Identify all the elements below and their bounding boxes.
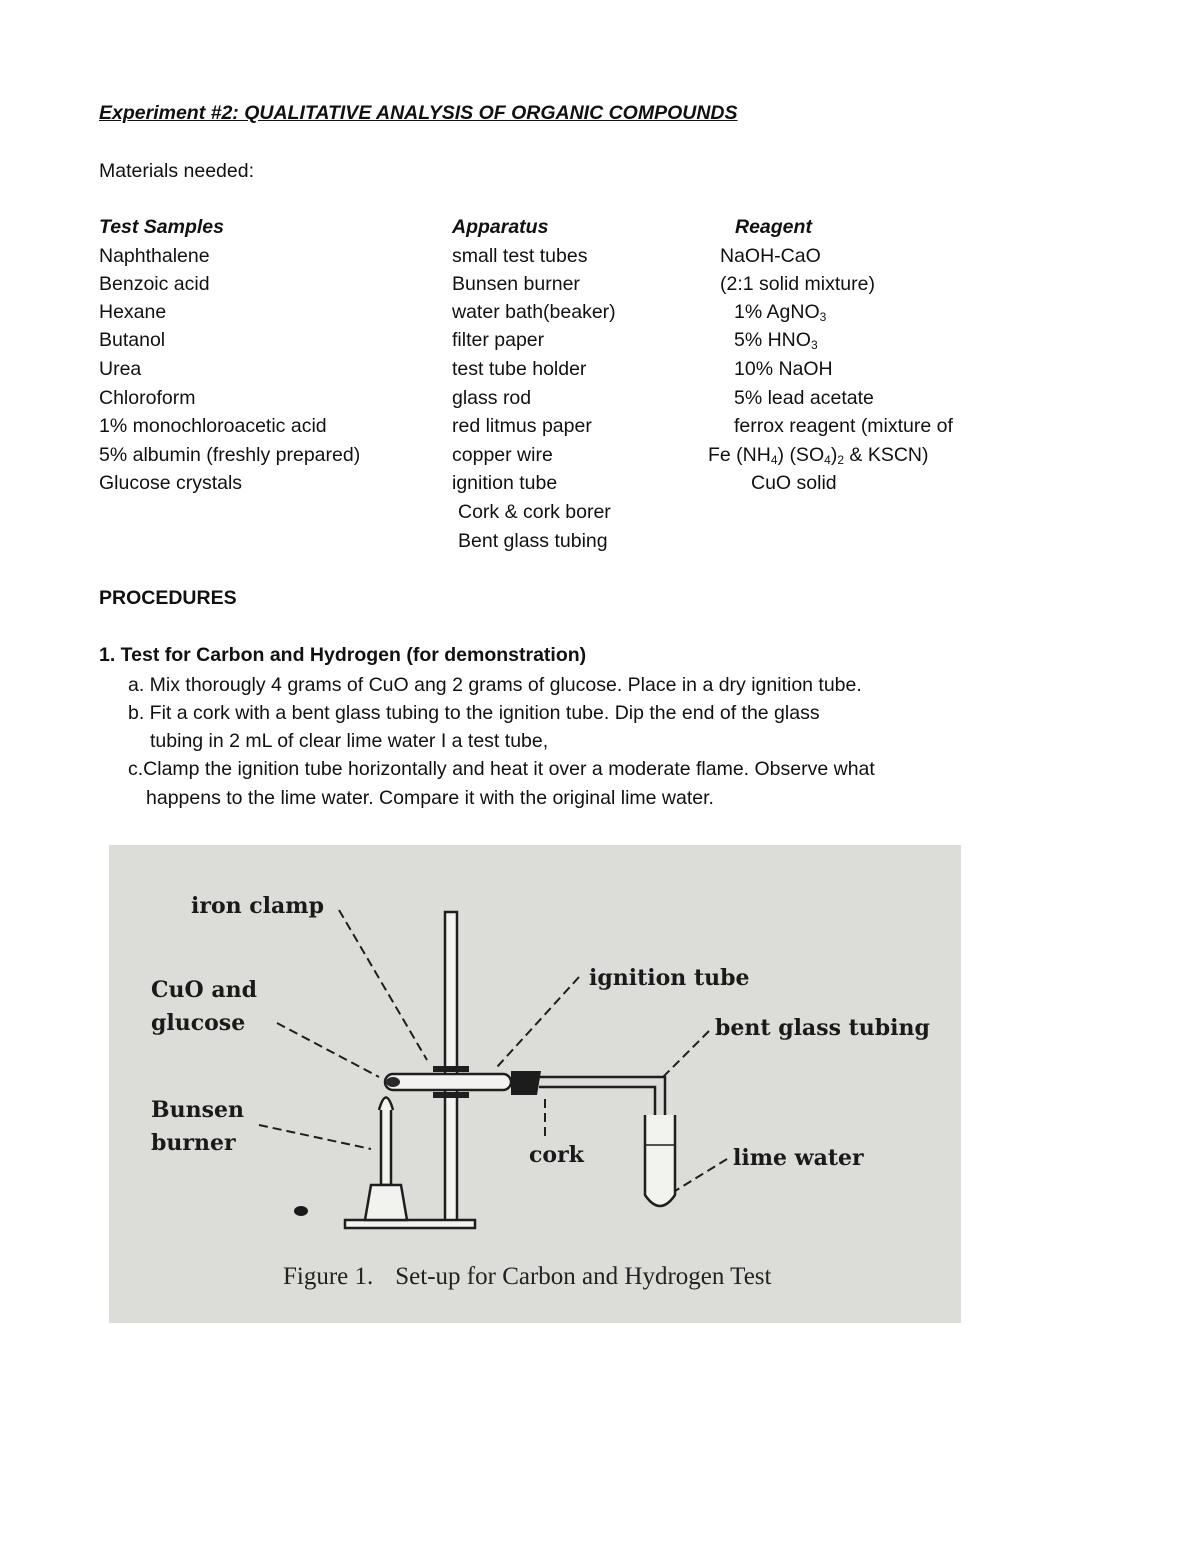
sample-item: Chloroform xyxy=(99,387,196,409)
leader-ignition-tube xyxy=(497,977,579,1067)
reagent-item: CuO solid xyxy=(751,472,837,494)
procedures-heading: PROCEDURES xyxy=(99,587,237,609)
label-lime-water: lime water xyxy=(733,1145,864,1171)
apparatus-item: copper wire xyxy=(452,444,553,466)
burner-base xyxy=(365,1185,407,1220)
apparatus-header: Apparatus xyxy=(452,216,549,238)
sample-item: Glucose crystals xyxy=(99,472,243,494)
apparatus-item: Cork & cork borer xyxy=(458,501,611,523)
reagent-item: 1% AgNO$_3$ xyxy=(734,301,827,324)
sample-item: Naphthalene xyxy=(99,245,210,267)
sample-item: 5% albumin (freshly prepared) xyxy=(99,444,361,466)
reagent-item: ferrox reagent (mixture of xyxy=(734,415,953,437)
apparatus-item: water bath(beaker) xyxy=(452,301,616,323)
procedure-step: c.Clamp the ignition tube horizontally and heat it over a moderate flame. Observe what xyxy=(128,758,875,780)
apparatus-item: ignition tube xyxy=(452,472,558,494)
apparatus-item: filter paper xyxy=(452,329,545,351)
apparatus-item: Bunsen burner xyxy=(452,273,580,295)
procedure-step: happens to the lime water. Compare it with the original lime water. xyxy=(146,787,714,809)
burner-flame xyxy=(379,1098,393,1111)
reagent-header: Reagent xyxy=(735,216,812,238)
iron-clamp xyxy=(433,1066,469,1072)
label-iron-clamp: iron clamp xyxy=(191,893,324,919)
figure-caption-text: Set-up for Carbon and Hydrogen Test xyxy=(395,1263,772,1290)
label-bent-glass-tubing: bent glass tubing xyxy=(715,1015,930,1041)
cuo-glucose-mix xyxy=(386,1077,400,1087)
label-burner: burner xyxy=(151,1130,236,1156)
reagent-item: Fe $(NH_4)$ $(SO_4)_2$ & KSCN) xyxy=(708,444,929,467)
sample-item: Hexane xyxy=(99,301,167,323)
figure-caption xyxy=(283,1263,771,1291)
sample-item: Urea xyxy=(99,358,142,380)
sample-item: Butanol xyxy=(99,329,166,351)
leader-cuo-glucose xyxy=(277,1023,379,1077)
burner-tube xyxy=(381,1105,391,1185)
blot-mark xyxy=(294,1206,308,1216)
reagent-item: 5% $HNO_3$ xyxy=(734,329,818,352)
reagent-item: 10% NaOH xyxy=(734,358,833,380)
leader-iron-clamp xyxy=(339,910,427,1060)
reagent-item: 5% lead acetate xyxy=(734,387,874,409)
sample-item: Benzoic acid xyxy=(99,273,210,295)
procedure-step: tubing in 2 mL of clear lime water I a test tube, xyxy=(150,730,549,752)
label-cork: cork xyxy=(529,1142,584,1168)
iron-clamp-lower xyxy=(433,1092,469,1098)
apparatus-item: test tube holder xyxy=(452,358,587,380)
sample-item: 1% monochloroacetic acid xyxy=(99,415,327,437)
label-ignition-tube: ignition tube xyxy=(589,965,750,991)
label-glucose: glucose xyxy=(151,1010,246,1036)
page-title: Experiment #2: QUALITATIVE ANALYSIS OF ORGANIC COMPOUNDS xyxy=(99,102,738,124)
apparatus-item: glass rod xyxy=(452,387,532,409)
leader-bunsen-burner xyxy=(259,1125,371,1149)
lime-water-tube xyxy=(645,1115,675,1206)
test1-heading: 1. Test for Carbon and Hydrogen (for demonstration) xyxy=(99,644,587,666)
leader-bent-glass-tubing xyxy=(663,1031,709,1077)
label-bunsen: Bunsen xyxy=(151,1097,244,1123)
procedure-step: a. Mix thorougly 4 grams of CuO ang 2 grams of glucose. Place in a dry ignition tube. xyxy=(128,674,862,696)
figure-number: Figure 1. xyxy=(283,1263,374,1290)
procedure-step: b. Fit a cork with a bent glass tubing to the ignition tube. Dip the end of the glass xyxy=(128,702,820,724)
apparatus-item: red litmus paper xyxy=(452,415,592,437)
leader-lime-water xyxy=(675,1159,727,1191)
cork xyxy=(511,1071,541,1095)
samples-header: Test Samples xyxy=(99,216,224,238)
reagent-item: (2:1 solid mixture) xyxy=(720,273,875,295)
apparatus-item: small test tubes xyxy=(452,245,588,267)
figure-carbon-hydrogen-setup xyxy=(109,845,961,1323)
label-cuo-and: CuO and xyxy=(151,977,257,1003)
ignition-tube xyxy=(385,1074,511,1090)
apparatus-item: Bent glass tubing xyxy=(458,530,608,552)
reagent-item: NaOH-CaO xyxy=(720,245,821,267)
materials-label: Materials needed: xyxy=(99,160,255,182)
